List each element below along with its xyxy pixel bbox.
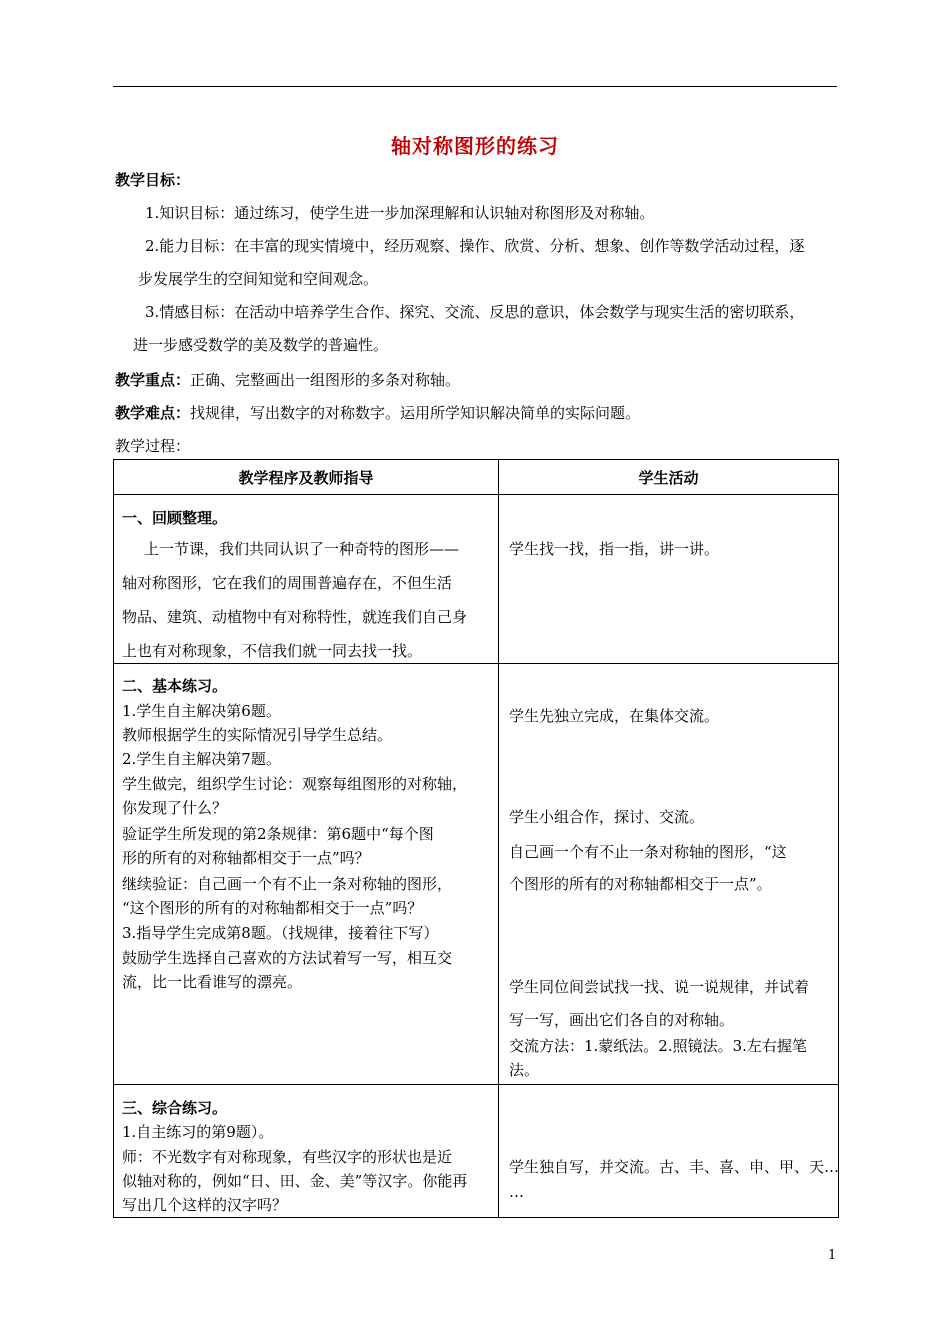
lesson-table	[113, 459, 839, 1218]
difficulty-label: 教学难点：	[115, 404, 191, 422]
student-line: 学生找一找，指一指，讲一讲。	[509, 540, 720, 558]
col-header-student: 学生活动	[499, 460, 839, 495]
teacher-line: 物品、建筑、动植物中有对称特性，就连我们自己身	[122, 608, 468, 626]
teacher-line: 形的所有的对称轴都相交于一点”吗？	[122, 849, 370, 867]
goal-item: 进一步感受数学的美及数学的普遍性。	[133, 336, 389, 354]
student-line: …	[509, 1183, 524, 1201]
teacher-line: 师：不光数字有对称现象，有些汉字的形状也是近	[122, 1148, 453, 1166]
teacher-line: 3.指导学生完成第8题。（找规律，接着往下写）	[122, 924, 439, 942]
difficulty-text: 找规律，写出数字的对称数字。运用所学知识解决简单的实际问题。	[190, 404, 641, 422]
teacher-line: 学生做完，组织学生讨论：观察每组图形的对称轴，	[122, 775, 468, 793]
key-point-text: 正确、完整画出一组图形的多条对称轴。	[190, 371, 461, 389]
goal-item: 3.情感目标：在活动中培养学生合作、探究、交流、反思的意识，体会数学与现实生活的密切联系，	[145, 303, 805, 321]
teacher-line: 鼓励学生选择自己喜欢的方法试着写一写，相互交	[122, 949, 453, 967]
goal-item: 1.知识目标：通过练习，使学生进一步加深理解和认识轴对称图形及对称轴。	[145, 204, 655, 222]
student-line: 个图形的所有的对称轴都相交于一点”。	[509, 875, 772, 893]
student-line: 学生先独立完成，在集体交流。	[509, 707, 720, 725]
goals-heading: 教学目标：	[115, 171, 191, 189]
section-title: 二、基本练习。	[122, 677, 228, 695]
teacher-line: 轴对称图形，它在我们的周围普遍存在，不但生活	[122, 574, 453, 592]
teacher-line: 上一节课，我们共同认识了一种奇特的图形——	[144, 540, 460, 558]
student-line: 学生独自写，并交流。古、丰、喜、申、甲、天…	[509, 1158, 840, 1176]
teacher-line: 教师根据学生的实际情况引导学生总结。	[122, 726, 393, 744]
student-line: 学生同位间尝试找一找、说一说规律，并试着	[509, 978, 810, 996]
student-line: 自己画一个有不止一条对称轴的图形，“这	[509, 843, 787, 861]
section-title: 三、综合练习。	[122, 1099, 228, 1117]
goal-item: 步发展学生的空间知觉和空间观念。	[138, 270, 379, 288]
teacher-line: “这个图形的所有的对称轴都相交于一点”吗？	[122, 899, 423, 917]
teacher-line: 上也有对称现象，不信我们就一同去找一找。	[122, 642, 423, 660]
col-header-teacher: 教学程序及教师指导	[114, 460, 499, 495]
teacher-line: 2.学生自主解决第7题。	[122, 750, 281, 768]
table-row	[114, 1085, 839, 1218]
goal-item: 2.能力目标：在丰富的现实情境中，经历观察、操作、欣赏、分析、想象、创作等数学活动过程，逐	[145, 237, 805, 255]
student-line: 交流方法：1.蒙纸法。2.照镜法。3.左右握笔	[509, 1037, 807, 1055]
teacher-line: 1.自主练习的第9题）。	[122, 1123, 274, 1141]
section-title: 一、回顾整理。	[122, 509, 228, 527]
page-number: 1	[828, 1248, 837, 1263]
teacher-line: 流，比一比看谁写的漂亮。	[122, 973, 303, 991]
teacher-line: 继续验证：自己画一个有不止一条对称轴的图形，	[122, 875, 453, 893]
process-heading: 教学过程：	[115, 437, 191, 455]
header-rule	[113, 86, 837, 87]
key-point	[115, 370, 460, 390]
table-header-row	[114, 460, 839, 495]
key-point-label: 教学重点：	[115, 371, 191, 389]
teacher-line: 似轴对称的，例如“日、田、金、美”等汉字。你能再	[122, 1172, 468, 1190]
student-line: 法。	[509, 1061, 540, 1079]
difficulty	[115, 403, 640, 423]
table-row	[114, 495, 839, 664]
student-line: 学生小组合作，探讨、交流。	[509, 808, 705, 826]
teacher-line: 验证学生所发现的第2条规律：第6题中“每个图	[122, 825, 434, 843]
teacher-line: 1.学生自主解决第6题。	[122, 702, 281, 720]
teacher-line: 你发现了什么？	[122, 799, 228, 817]
page-title: 轴对称图形的练习	[391, 134, 559, 158]
teacher-line: 写出几个这样的汉字吗？	[122, 1196, 288, 1214]
table-row	[114, 664, 839, 1085]
student-line: 写一写，画出它们各自的对称轴。	[509, 1011, 735, 1029]
